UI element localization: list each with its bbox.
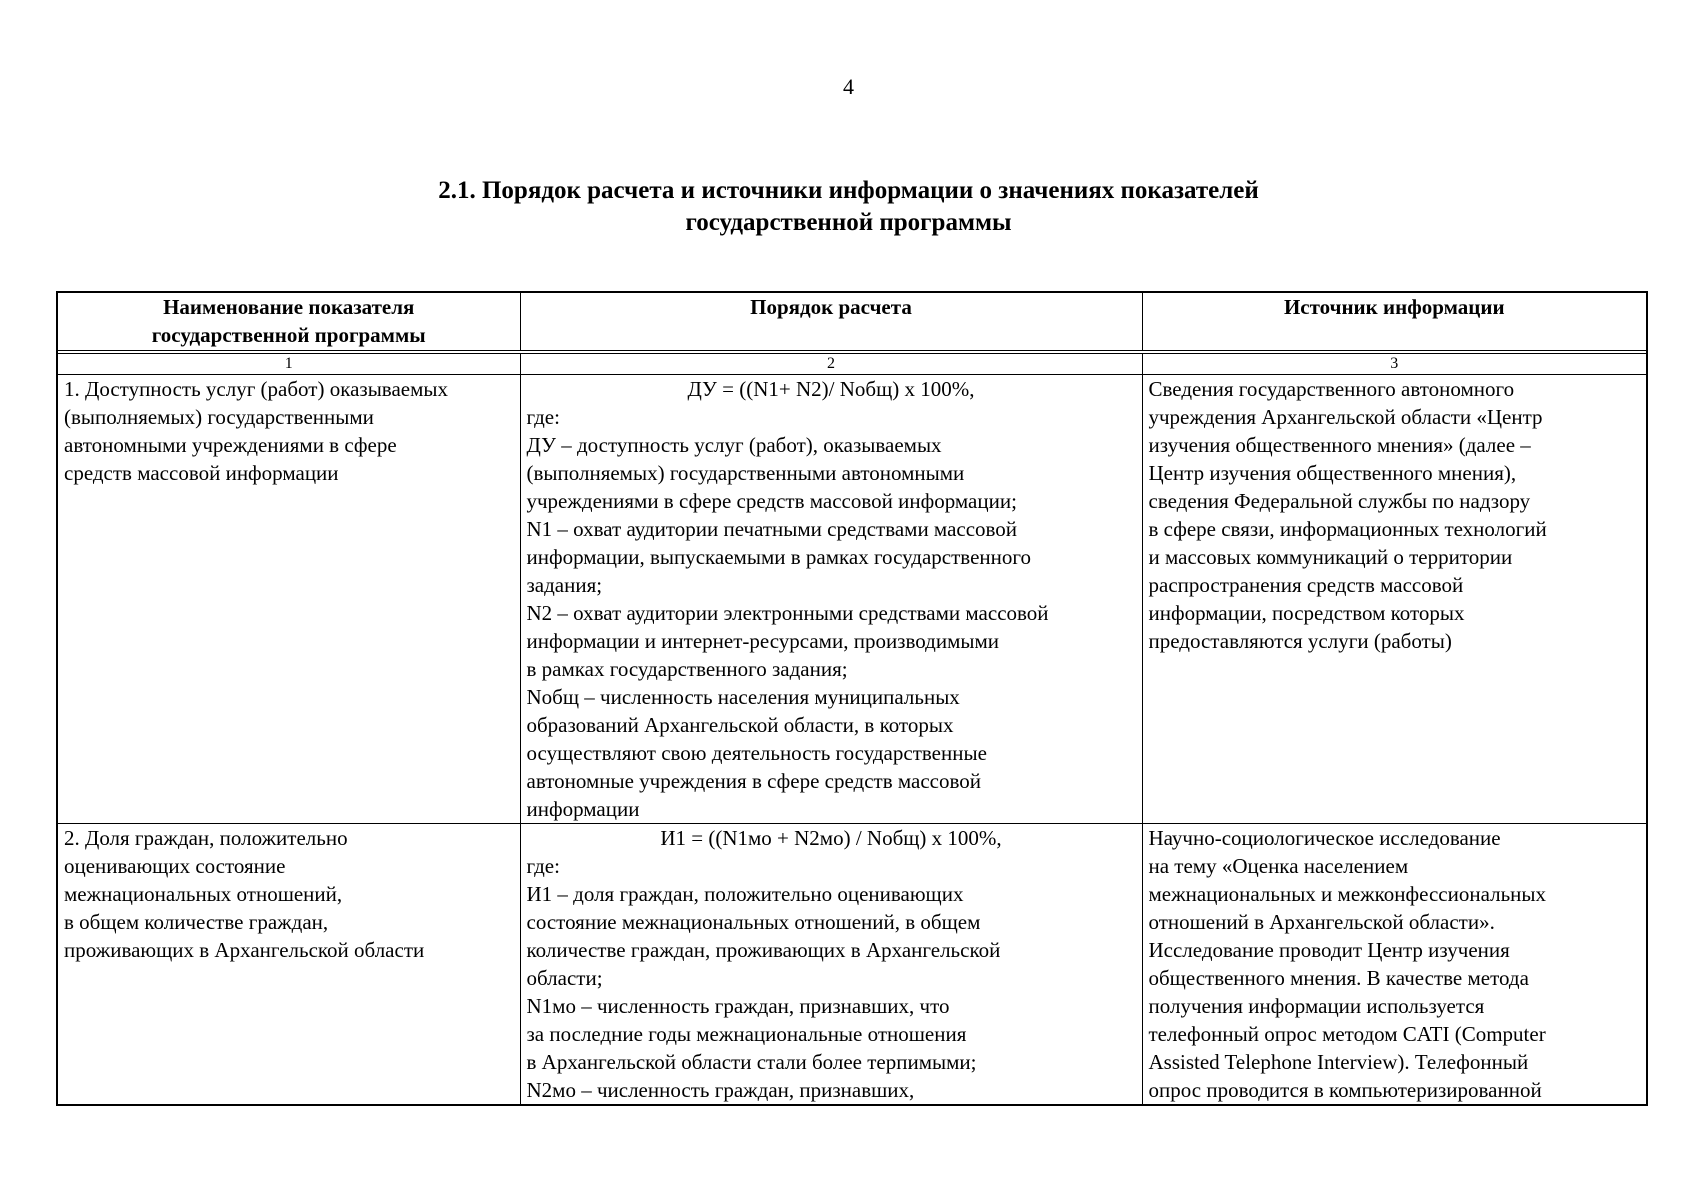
header-indicator-name — [57, 292, 520, 351]
text-line: Nобщ – численность населения муниципальных — [526, 685, 960, 709]
calculation-lines — [527, 852, 1136, 1104]
text-line: информации и интернет-ресурсами, производимыми — [526, 629, 999, 653]
header-source-label: Источник информации — [1283, 295, 1505, 319]
text-line: области; — [526, 966, 603, 990]
indicator-name-cell — [57, 824, 520, 1106]
source-cell — [1142, 824, 1647, 1106]
text-line: предоставляются услуги (работы) — [1148, 629, 1452, 653]
text-line: информации, посредством которых — [1148, 601, 1465, 625]
text-line: в общем количестве граждан, — [64, 910, 329, 934]
text-line: учреждения Архангельской области «Центр — [1148, 405, 1543, 429]
page-number: 4 — [843, 74, 854, 99]
text-line: Научно-социологическое исследование — [1148, 826, 1501, 850]
text-line: получения информации используется — [1148, 994, 1485, 1018]
text-line: N2 – охват аудитории электронными средствами массовой — [526, 601, 1049, 625]
indicator-name-cell — [57, 375, 520, 824]
text-line: опрос проводится в компьютеризированной — [1148, 1078, 1542, 1102]
text-line: межнациональных отношений, — [64, 882, 343, 906]
text-line: изучения общественного мнения» (далее – — [1148, 433, 1531, 457]
column-number-row — [57, 354, 1647, 375]
text-line: задания; — [526, 573, 603, 597]
section-title — [0, 175, 1697, 239]
table-row — [57, 375, 1647, 824]
calculation-cell — [520, 375, 1142, 824]
text-line: оценивающих состояние — [64, 854, 286, 878]
column-number: 1 — [57, 354, 520, 375]
text-line: Исследование проводит Центр изучения — [1148, 938, 1510, 962]
text-line: ДУ – доступность услуг (работ), оказываемых — [526, 433, 942, 457]
text-line: отношений в Архангельской области». — [1148, 910, 1495, 934]
header-calculation — [520, 292, 1142, 351]
header-source — [1142, 292, 1647, 351]
text-line: проживающих в Архангельской области — [64, 938, 425, 962]
text-line: в сфере связи, информационных технологий — [1148, 517, 1547, 541]
column-number: 2 — [520, 354, 1142, 375]
text-line: распространения средств массовой — [1148, 573, 1464, 597]
text-line: И1 – доля граждан, положительно оценивающих — [526, 882, 964, 906]
indicators-table — [56, 291, 1648, 1106]
text-line: на тему «Оценка населением — [1148, 854, 1409, 878]
text-line: (выполняемых) государственными — [64, 405, 374, 429]
text-line: за последние годы межнациональные отношения — [526, 1022, 967, 1046]
text-line: автономными учреждениями в сфере — [64, 433, 397, 457]
text-line: (выполняемых) государственными автономными — [526, 461, 965, 485]
header-row — [57, 292, 1647, 351]
text-line: автономные учреждения в сфере средств массовой — [526, 769, 982, 793]
text-line: состояние межнациональных отношений, в общем — [526, 910, 981, 934]
text-line: информации, выпускаемыми в рамках государственного — [526, 545, 1031, 569]
text-line: Assisted Telephone Interview). Телефонный — [1148, 1050, 1529, 1074]
text-line: осуществляют свою деятельность государственные — [526, 741, 987, 765]
text-line: сведения Федеральной службы по надзору — [1148, 489, 1531, 513]
text-line: количестве граждан, проживающих в Архангельской — [526, 938, 1001, 962]
section-title-line-2: государственной программы — [685, 209, 1012, 236]
text-line: информации — [526, 797, 640, 821]
text-line: и массовых коммуникаций о территории — [1148, 545, 1513, 569]
text-line: в Архангельской области стали более терпимыми; — [526, 1050, 977, 1074]
column-number: 3 — [1142, 354, 1647, 375]
text-line: в рамках государственного задания; — [526, 657, 848, 681]
text-line: образований Архангельской области, в которых — [526, 713, 954, 737]
section-title-line-1: 2.1. Порядок расчета и источники информации о значениях показателей — [438, 177, 1259, 204]
text-line: Центр изучения общественного мнения), — [1148, 461, 1517, 485]
calculation-cell — [520, 824, 1142, 1106]
calculation-lines — [527, 403, 1136, 823]
header-indicator-name-line: государственной программы — [151, 323, 426, 347]
table-row — [57, 824, 1647, 1106]
formula: ДУ = ((N1+ N2)/ Nобщ) х 100%, — [687, 377, 975, 401]
text-line: где: — [526, 854, 560, 878]
text-line: средств массовой информации — [64, 461, 339, 485]
text-line: межнациональных и межконфессиональных — [1148, 882, 1547, 906]
text-line: Сведения государственного автономного — [1148, 377, 1515, 401]
text-line: где: — [526, 405, 560, 429]
text-line: общественного мнения. В качестве метода — [1148, 966, 1529, 990]
text-line: телефонный опрос методом CATI (Computer — [1148, 1022, 1546, 1046]
formula: И1 = ((N1мо + N2мо) / Nобщ) х 100%, — [660, 826, 1002, 850]
text-line: N2мо – численность граждан, признавших, — [526, 1078, 915, 1102]
text-line: учреждениями в сфере средств массовой информации; — [526, 489, 1017, 513]
text-line: N1мо – численность граждан, признавших, что — [526, 994, 950, 1018]
text-line: N1 – охват аудитории печатными средствами массовой — [526, 517, 1018, 541]
text-line: 1. Доступность услуг (работ) оказываемых — [64, 377, 448, 401]
text-line: 2. Доля граждан, положительно — [64, 826, 348, 850]
header-calculation-label: Порядок расчета — [750, 295, 912, 319]
header-indicator-name-line: Наименование показателя — [163, 295, 415, 319]
source-cell — [1142, 375, 1647, 824]
